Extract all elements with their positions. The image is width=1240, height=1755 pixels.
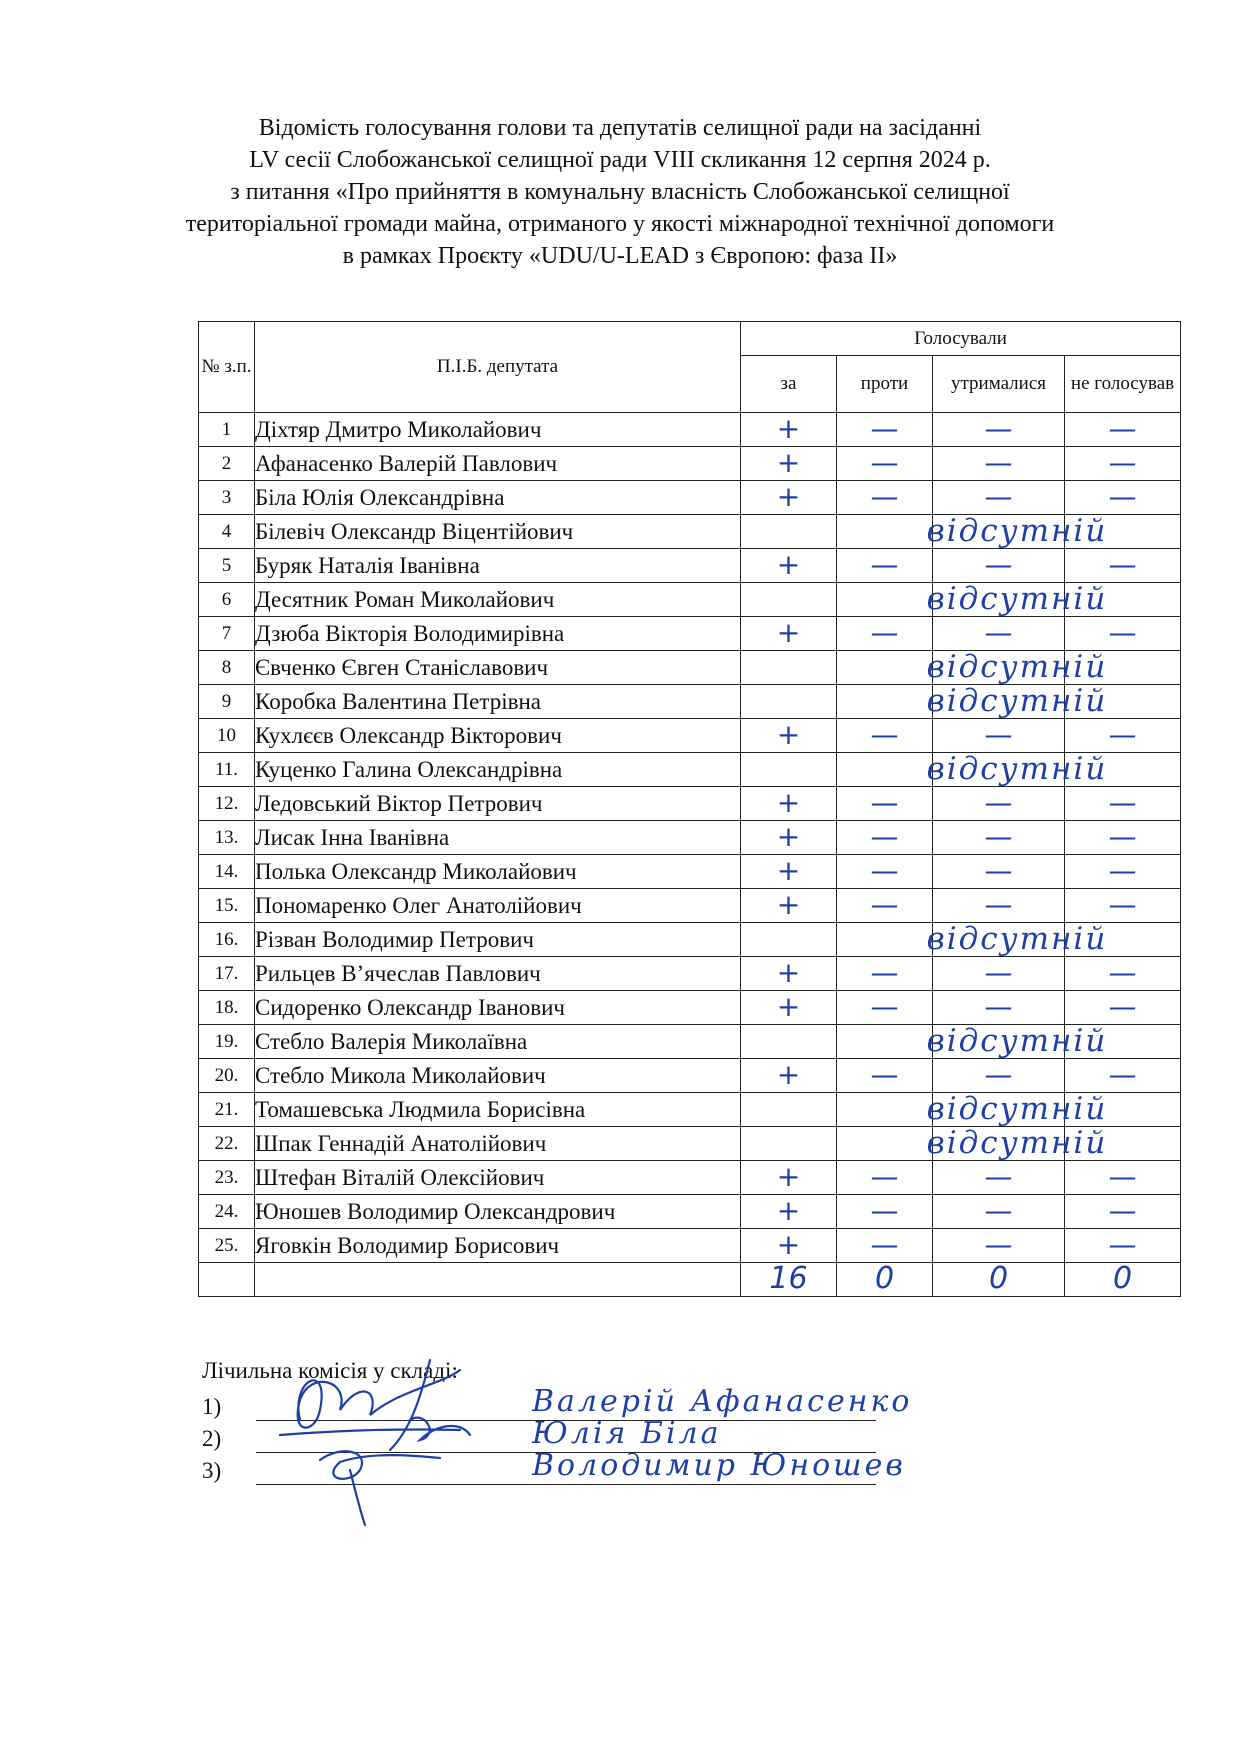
vote-mark: — bbox=[870, 616, 899, 649]
vote-mark: — bbox=[1108, 616, 1137, 649]
vote-cell-not-voted bbox=[1065, 549, 1181, 583]
handwritten-signatures bbox=[260, 1340, 520, 1530]
vote-mark: — bbox=[984, 446, 1013, 479]
vote-cell-not-voted bbox=[1065, 685, 1181, 719]
vote-cell-for bbox=[741, 719, 837, 753]
total-for-value: 16 bbox=[769, 1261, 808, 1296]
vote-mark: — bbox=[1108, 718, 1137, 751]
deputy-row bbox=[199, 1161, 1181, 1195]
header-not-voted: не голосував bbox=[1065, 356, 1181, 413]
vote-mark: + bbox=[776, 718, 801, 751]
vote-mark: + bbox=[776, 412, 801, 445]
row-number: 12. bbox=[199, 787, 255, 821]
vote-cell-not-voted bbox=[1065, 1229, 1181, 1263]
vote-mark: + bbox=[776, 820, 801, 853]
vote-mark: — bbox=[984, 888, 1013, 921]
vote-cell-not-voted bbox=[1065, 1059, 1181, 1093]
deputy-row bbox=[199, 821, 1181, 855]
vote-mark: — bbox=[984, 990, 1013, 1023]
vote-cell-not-voted bbox=[1065, 651, 1181, 685]
vote-mark: — bbox=[984, 616, 1013, 649]
deputy-name: Євченко Євген Станіславович bbox=[255, 651, 741, 685]
member-name: Володимир Юношев bbox=[532, 1448, 906, 1483]
vote-cell-abstained bbox=[933, 685, 1065, 719]
deputy-row bbox=[199, 1025, 1181, 1059]
vote-mark: — bbox=[870, 786, 899, 819]
row-number: 17. bbox=[199, 957, 255, 991]
vote-cell-against bbox=[837, 581, 1108, 617]
deputy-row bbox=[199, 787, 1181, 821]
vote-mark: + bbox=[776, 1058, 801, 1091]
vote-cell-abstained bbox=[933, 821, 1065, 855]
vote-mark: — bbox=[984, 480, 1013, 513]
vote-cell-abstained bbox=[933, 787, 1065, 821]
row-number: 13. bbox=[199, 821, 255, 855]
deputy-name: Рильцев В’ячеслав Павлович bbox=[255, 957, 741, 991]
vote-cell-against bbox=[837, 549, 933, 583]
deputy-name: Буряк Наталія Іванівна bbox=[255, 549, 741, 583]
absent-note: відсутній bbox=[926, 649, 1108, 685]
signature-1 bbox=[298, 1360, 460, 1450]
vote-cell-abstained bbox=[933, 481, 1065, 515]
vote-mark: + bbox=[776, 786, 801, 819]
row-number: 21. bbox=[199, 1093, 255, 1127]
row-number: 11. bbox=[199, 753, 255, 787]
deputy-name: Томашевська Людмила Борисівна bbox=[255, 1093, 741, 1127]
vote-cell-for bbox=[741, 1161, 837, 1195]
vote-cell-against bbox=[837, 447, 933, 481]
vote-cell-for bbox=[741, 1127, 837, 1161]
row-number: 10 bbox=[199, 719, 255, 753]
vote-cell-not-voted bbox=[1065, 923, 1181, 957]
header-voted: Голосували bbox=[741, 322, 1181, 356]
vote-mark: — bbox=[870, 718, 899, 751]
row-number: 4 bbox=[199, 515, 255, 549]
deputy-name: Десятник Роман Миколайович bbox=[255, 583, 741, 617]
vote-cell-not-voted bbox=[1065, 1161, 1181, 1195]
absent-note: відсутній bbox=[926, 1125, 1108, 1161]
vote-cell-for bbox=[741, 1195, 837, 1229]
row-number: 23. bbox=[199, 1161, 255, 1195]
vote-cell-abstained bbox=[933, 923, 1065, 957]
vote-mark: — bbox=[870, 1194, 899, 1227]
row-number: 25. bbox=[199, 1229, 255, 1263]
deputy-row bbox=[199, 481, 1181, 515]
row-number: 3 bbox=[199, 481, 255, 515]
vote-mark: — bbox=[984, 854, 1013, 887]
vote-cell-for bbox=[741, 957, 837, 991]
vote-cell-for bbox=[741, 651, 837, 685]
total-abstained bbox=[933, 1263, 1065, 1297]
deputy-row bbox=[199, 447, 1181, 481]
absent-note: відсутній bbox=[926, 1023, 1108, 1059]
vote-cell-abstained bbox=[933, 991, 1065, 1025]
vote-cell-against bbox=[837, 719, 933, 753]
deputy-name: Пономаренко Олег Анатолійович bbox=[255, 889, 741, 923]
vote-cell-not-voted bbox=[1065, 787, 1181, 821]
title-line: Відомість голосування голови та депутатів селищної ради на засіданні bbox=[258, 115, 982, 141]
vote-cell-not-voted bbox=[1065, 1093, 1181, 1127]
vote-cell-abstained bbox=[933, 1161, 1065, 1195]
vote-cell-against bbox=[837, 889, 933, 923]
deputy-name: Різван Володимир Петрович bbox=[255, 923, 741, 957]
vote-cell-abstained bbox=[933, 651, 1065, 685]
vote-cell-against bbox=[837, 921, 1108, 957]
deputy-name: Стебло Валерія Миколаївна bbox=[255, 1025, 741, 1059]
vote-cell-abstained bbox=[933, 855, 1065, 889]
vote-mark: + bbox=[776, 854, 801, 887]
vote-cell-not-voted bbox=[1065, 413, 1181, 447]
deputy-row bbox=[199, 1229, 1181, 1263]
vote-mark: — bbox=[984, 548, 1013, 581]
row-number: 1 bbox=[199, 413, 255, 447]
vote-mark: — bbox=[984, 1058, 1013, 1091]
vote-mark: — bbox=[1108, 1058, 1137, 1091]
vote-mark: — bbox=[984, 1160, 1013, 1193]
vote-mark: — bbox=[870, 956, 899, 989]
vote-mark: — bbox=[984, 718, 1013, 751]
row-number: 19. bbox=[199, 1025, 255, 1059]
vote-cell-for bbox=[741, 787, 837, 821]
deputy-row bbox=[199, 583, 1181, 617]
vote-cell-against bbox=[837, 1023, 1108, 1059]
deputy-name: Кухлєєв Олександр Вікторович bbox=[255, 719, 741, 753]
absent-note: відсутній bbox=[926, 921, 1108, 957]
vote-mark: — bbox=[870, 548, 899, 581]
signature-2 bbox=[280, 1418, 470, 1440]
vote-cell-against bbox=[837, 1125, 1108, 1161]
vote-mark: + bbox=[776, 888, 801, 921]
vote-mark: — bbox=[1108, 786, 1137, 819]
row-number: 5 bbox=[199, 549, 255, 583]
total-against bbox=[837, 1263, 933, 1297]
row-number: 15. bbox=[199, 889, 255, 923]
vote-mark: — bbox=[1108, 820, 1137, 853]
vote-cell-abstained bbox=[933, 719, 1065, 753]
vote-cell-for bbox=[741, 821, 837, 855]
vote-mark: — bbox=[1108, 412, 1137, 445]
vote-cell-for bbox=[741, 991, 837, 1025]
total-abstained-value: 0 bbox=[988, 1261, 1009, 1296]
deputy-name: Шпак Геннадій Анатолійович bbox=[255, 1127, 741, 1161]
vote-mark: — bbox=[870, 990, 899, 1023]
member-name: Валерій Афанасенко bbox=[532, 1384, 913, 1419]
vote-cell-for bbox=[741, 481, 837, 515]
vote-mark: + bbox=[776, 990, 801, 1023]
vote-cell-abstained bbox=[933, 447, 1065, 481]
vote-mark: — bbox=[870, 1058, 899, 1091]
absent-note: відсутній bbox=[926, 581, 1108, 617]
deputy-name: Штефан Віталій Олексійович bbox=[255, 1161, 741, 1195]
vote-cell-for bbox=[741, 1093, 837, 1127]
vote-mark: — bbox=[870, 412, 899, 445]
vote-mark: + bbox=[776, 480, 801, 513]
row-number: 9 bbox=[199, 685, 255, 719]
vote-cell-for bbox=[741, 413, 837, 447]
deputy-name: Сидоренко Олександр Іванович bbox=[255, 991, 741, 1025]
vote-mark: — bbox=[984, 412, 1013, 445]
vote-cell-for bbox=[741, 1059, 837, 1093]
deputy-name: Юношев Володимир Олександрович bbox=[255, 1195, 741, 1229]
row-number: 22. bbox=[199, 1127, 255, 1161]
vote-cell-not-voted bbox=[1065, 889, 1181, 923]
total-not-voted-value: 0 bbox=[1112, 1261, 1133, 1296]
vote-cell-against bbox=[837, 821, 933, 855]
vote-cell-for bbox=[741, 1025, 837, 1059]
vote-mark: — bbox=[984, 1228, 1013, 1261]
deputy-row bbox=[199, 719, 1181, 753]
row-number: 20. bbox=[199, 1059, 255, 1093]
vote-cell-not-voted bbox=[1065, 617, 1181, 651]
vote-mark: + bbox=[776, 446, 801, 479]
vote-cell-for bbox=[741, 753, 837, 787]
member-name: Юлія Біла bbox=[532, 1416, 722, 1451]
deputy-name: Афанасенко Валерій Павлович bbox=[255, 447, 741, 481]
title-line: територіальної громади майна, отриманого у якості міжнародної технічної допомоги bbox=[185, 211, 1055, 237]
vote-cell-not-voted bbox=[1065, 957, 1181, 991]
vote-cell-abstained bbox=[933, 753, 1065, 787]
vote-mark: — bbox=[870, 888, 899, 921]
member-index: 1) bbox=[202, 1394, 222, 1419]
vote-mark: — bbox=[984, 956, 1013, 989]
vote-cell-for bbox=[741, 1229, 837, 1263]
total-for bbox=[741, 1263, 837, 1297]
deputy-row bbox=[199, 515, 1181, 549]
totals-row bbox=[199, 1263, 1181, 1297]
header-abstained: утрималися bbox=[933, 356, 1065, 413]
deputy-name: Білевіч Олександр Віцентійович bbox=[255, 515, 741, 549]
row-number: 14. bbox=[199, 855, 255, 889]
absent-note: відсутній bbox=[926, 513, 1108, 549]
deputy-row bbox=[199, 549, 1181, 583]
vote-mark: + bbox=[776, 1160, 801, 1193]
vote-cell-against bbox=[837, 1229, 933, 1263]
deputy-name: Ледовський Віктор Петрович bbox=[255, 787, 741, 821]
vote-mark: — bbox=[1108, 548, 1137, 581]
vote-cell-not-voted bbox=[1065, 991, 1181, 1025]
vote-cell-not-voted bbox=[1065, 447, 1181, 481]
vote-cell-not-voted bbox=[1065, 821, 1181, 855]
vote-cell-not-voted bbox=[1065, 1127, 1181, 1161]
deputy-row bbox=[199, 991, 1181, 1025]
vote-cell-against bbox=[837, 1195, 933, 1229]
deputy-name: Куценко Галина Олександрівна bbox=[255, 753, 741, 787]
vote-cell-against bbox=[837, 513, 1108, 549]
deputy-name: Стебло Микола Миколайович bbox=[255, 1059, 741, 1093]
vote-cell-not-voted bbox=[1065, 1025, 1181, 1059]
vote-cell-abstained bbox=[933, 617, 1065, 651]
vote-cell-against bbox=[837, 413, 933, 447]
vote-mark: — bbox=[1108, 446, 1137, 479]
vote-cell-abstained bbox=[933, 889, 1065, 923]
deputy-row bbox=[199, 617, 1181, 651]
vote-cell-against bbox=[837, 991, 933, 1025]
vote-cell-not-voted bbox=[1065, 515, 1181, 549]
header-for: за bbox=[741, 356, 837, 413]
vote-cell-for bbox=[741, 583, 837, 617]
vote-mark: — bbox=[870, 1160, 899, 1193]
vote-mark: + bbox=[776, 616, 801, 649]
vote-cell-abstained bbox=[933, 957, 1065, 991]
vote-cell-abstained bbox=[933, 1093, 1065, 1127]
vote-mark: — bbox=[984, 1194, 1013, 1227]
deputy-row bbox=[199, 1059, 1181, 1093]
vote-cell-against bbox=[837, 1059, 933, 1093]
row-number: 24. bbox=[199, 1195, 255, 1229]
vote-cell-against bbox=[837, 481, 933, 515]
vote-cell-for bbox=[741, 549, 837, 583]
vote-mark: — bbox=[870, 820, 899, 853]
vote-cell-for bbox=[741, 515, 837, 549]
vote-cell-not-voted bbox=[1065, 753, 1181, 787]
vote-cell-not-voted bbox=[1065, 481, 1181, 515]
header-name: П.І.Б. депутата bbox=[255, 322, 741, 413]
vote-cell-not-voted bbox=[1065, 719, 1181, 753]
vote-mark: — bbox=[1108, 888, 1137, 921]
absent-note: відсутній bbox=[926, 751, 1108, 787]
totals-number-cell bbox=[199, 1263, 255, 1297]
member-index: 2) bbox=[202, 1426, 222, 1451]
title-line: LV сесії Слобожанської селищної ради VIII скликання 12 серпня 2024 р. bbox=[249, 147, 991, 173]
row-number: 6 bbox=[199, 583, 255, 617]
vote-cell-abstained bbox=[933, 515, 1065, 549]
deputy-name: Коробка Валентина Петрівна bbox=[255, 685, 741, 719]
vote-cell-abstained bbox=[933, 413, 1065, 447]
vote-mark: + bbox=[776, 1228, 801, 1261]
vote-cell-against bbox=[837, 617, 933, 651]
voting-table bbox=[198, 321, 1181, 1297]
vote-cell-for bbox=[741, 923, 837, 957]
vote-mark: — bbox=[984, 786, 1013, 819]
vote-mark: — bbox=[1108, 956, 1137, 989]
member-index: 3) bbox=[202, 1458, 222, 1483]
vote-mark: — bbox=[870, 1228, 899, 1261]
deputy-name: Яговкін Володимир Борисович bbox=[255, 1229, 741, 1263]
vote-rows bbox=[199, 413, 1181, 1263]
signature-3 bbox=[320, 1451, 440, 1525]
absent-note: відсутній bbox=[926, 1091, 1108, 1127]
header-number: № з.п. bbox=[199, 322, 255, 413]
vote-cell-abstained bbox=[933, 1059, 1065, 1093]
deputy-row bbox=[199, 753, 1181, 787]
row-number: 18. bbox=[199, 991, 255, 1025]
vote-mark: — bbox=[870, 480, 899, 513]
absent-note: відсутній bbox=[926, 683, 1108, 719]
vote-cell-against bbox=[837, 957, 933, 991]
row-number: 8 bbox=[199, 651, 255, 685]
vote-mark: — bbox=[1108, 1160, 1137, 1193]
deputy-row bbox=[199, 685, 1181, 719]
deputy-row bbox=[199, 923, 1181, 957]
vote-mark: + bbox=[776, 548, 801, 581]
vote-cell-abstained bbox=[933, 549, 1065, 583]
vote-cell-against bbox=[837, 683, 1108, 719]
vote-cell-against bbox=[837, 1161, 933, 1195]
vote-cell-against bbox=[837, 787, 933, 821]
document-title bbox=[120, 112, 1120, 272]
deputy-name: Дзюба Вікторія Володимирівна bbox=[255, 617, 741, 651]
deputy-row bbox=[199, 1093, 1181, 1127]
deputy-row bbox=[199, 413, 1181, 447]
vote-cell-abstained bbox=[933, 1195, 1065, 1229]
vote-cell-against bbox=[837, 649, 1108, 685]
vote-mark: — bbox=[870, 446, 899, 479]
deputy-name: Полька Олександр Миколайович bbox=[255, 855, 741, 889]
total-against-value: 0 bbox=[874, 1261, 895, 1296]
vote-cell-abstained bbox=[933, 1025, 1065, 1059]
vote-mark: — bbox=[984, 820, 1013, 853]
deputy-row bbox=[199, 1195, 1181, 1229]
deputy-row bbox=[199, 889, 1181, 923]
title-line: з питання «Про прийняття в комунальну власність Слобожанської селищної bbox=[230, 179, 1010, 205]
vote-cell-not-voted bbox=[1065, 583, 1181, 617]
row-number: 2 bbox=[199, 447, 255, 481]
vote-cell-for bbox=[741, 685, 837, 719]
deputy-row bbox=[199, 651, 1181, 685]
vote-cell-abstained bbox=[933, 583, 1065, 617]
deputy-row bbox=[199, 855, 1181, 889]
vote-cell-for bbox=[741, 617, 837, 651]
row-number: 7 bbox=[199, 617, 255, 651]
vote-mark: — bbox=[870, 854, 899, 887]
vote-cell-abstained bbox=[933, 1127, 1065, 1161]
vote-cell-for bbox=[741, 889, 837, 923]
deputy-name: Лисак Інна Іванівна bbox=[255, 821, 741, 855]
vote-cell-against bbox=[837, 855, 933, 889]
commission-label: Лічильна комісія у складі: bbox=[202, 1358, 458, 1383]
row-number: 16. bbox=[199, 923, 255, 957]
vote-mark: — bbox=[1108, 854, 1137, 887]
vote-mark: — bbox=[1108, 480, 1137, 513]
deputy-row bbox=[199, 957, 1181, 991]
deputy-row bbox=[199, 1127, 1181, 1161]
vote-cell-for bbox=[741, 855, 837, 889]
vote-cell-not-voted bbox=[1065, 1195, 1181, 1229]
vote-mark: — bbox=[1108, 990, 1137, 1023]
vote-cell-for bbox=[741, 447, 837, 481]
vote-cell-not-voted bbox=[1065, 855, 1181, 889]
vote-mark: + bbox=[776, 956, 801, 989]
vote-cell-abstained bbox=[933, 1229, 1065, 1263]
vote-cell-against bbox=[837, 751, 1108, 787]
vote-mark: — bbox=[1108, 1228, 1137, 1261]
header-against: проти bbox=[837, 356, 933, 413]
vote-mark: — bbox=[1108, 1194, 1137, 1227]
totals-name-cell bbox=[255, 1263, 741, 1297]
vote-cell-against bbox=[837, 1091, 1108, 1127]
vote-mark: + bbox=[776, 1194, 801, 1227]
deputy-name: Діхтяр Дмитро Миколайович bbox=[255, 413, 741, 447]
title-line: в рамках Проєкту «UDU/U-LEAD з Європою: фаза ІІ» bbox=[342, 243, 898, 269]
total-not-voted bbox=[1065, 1263, 1181, 1297]
deputy-name: Біла Юлія Олександрівна bbox=[255, 481, 741, 515]
